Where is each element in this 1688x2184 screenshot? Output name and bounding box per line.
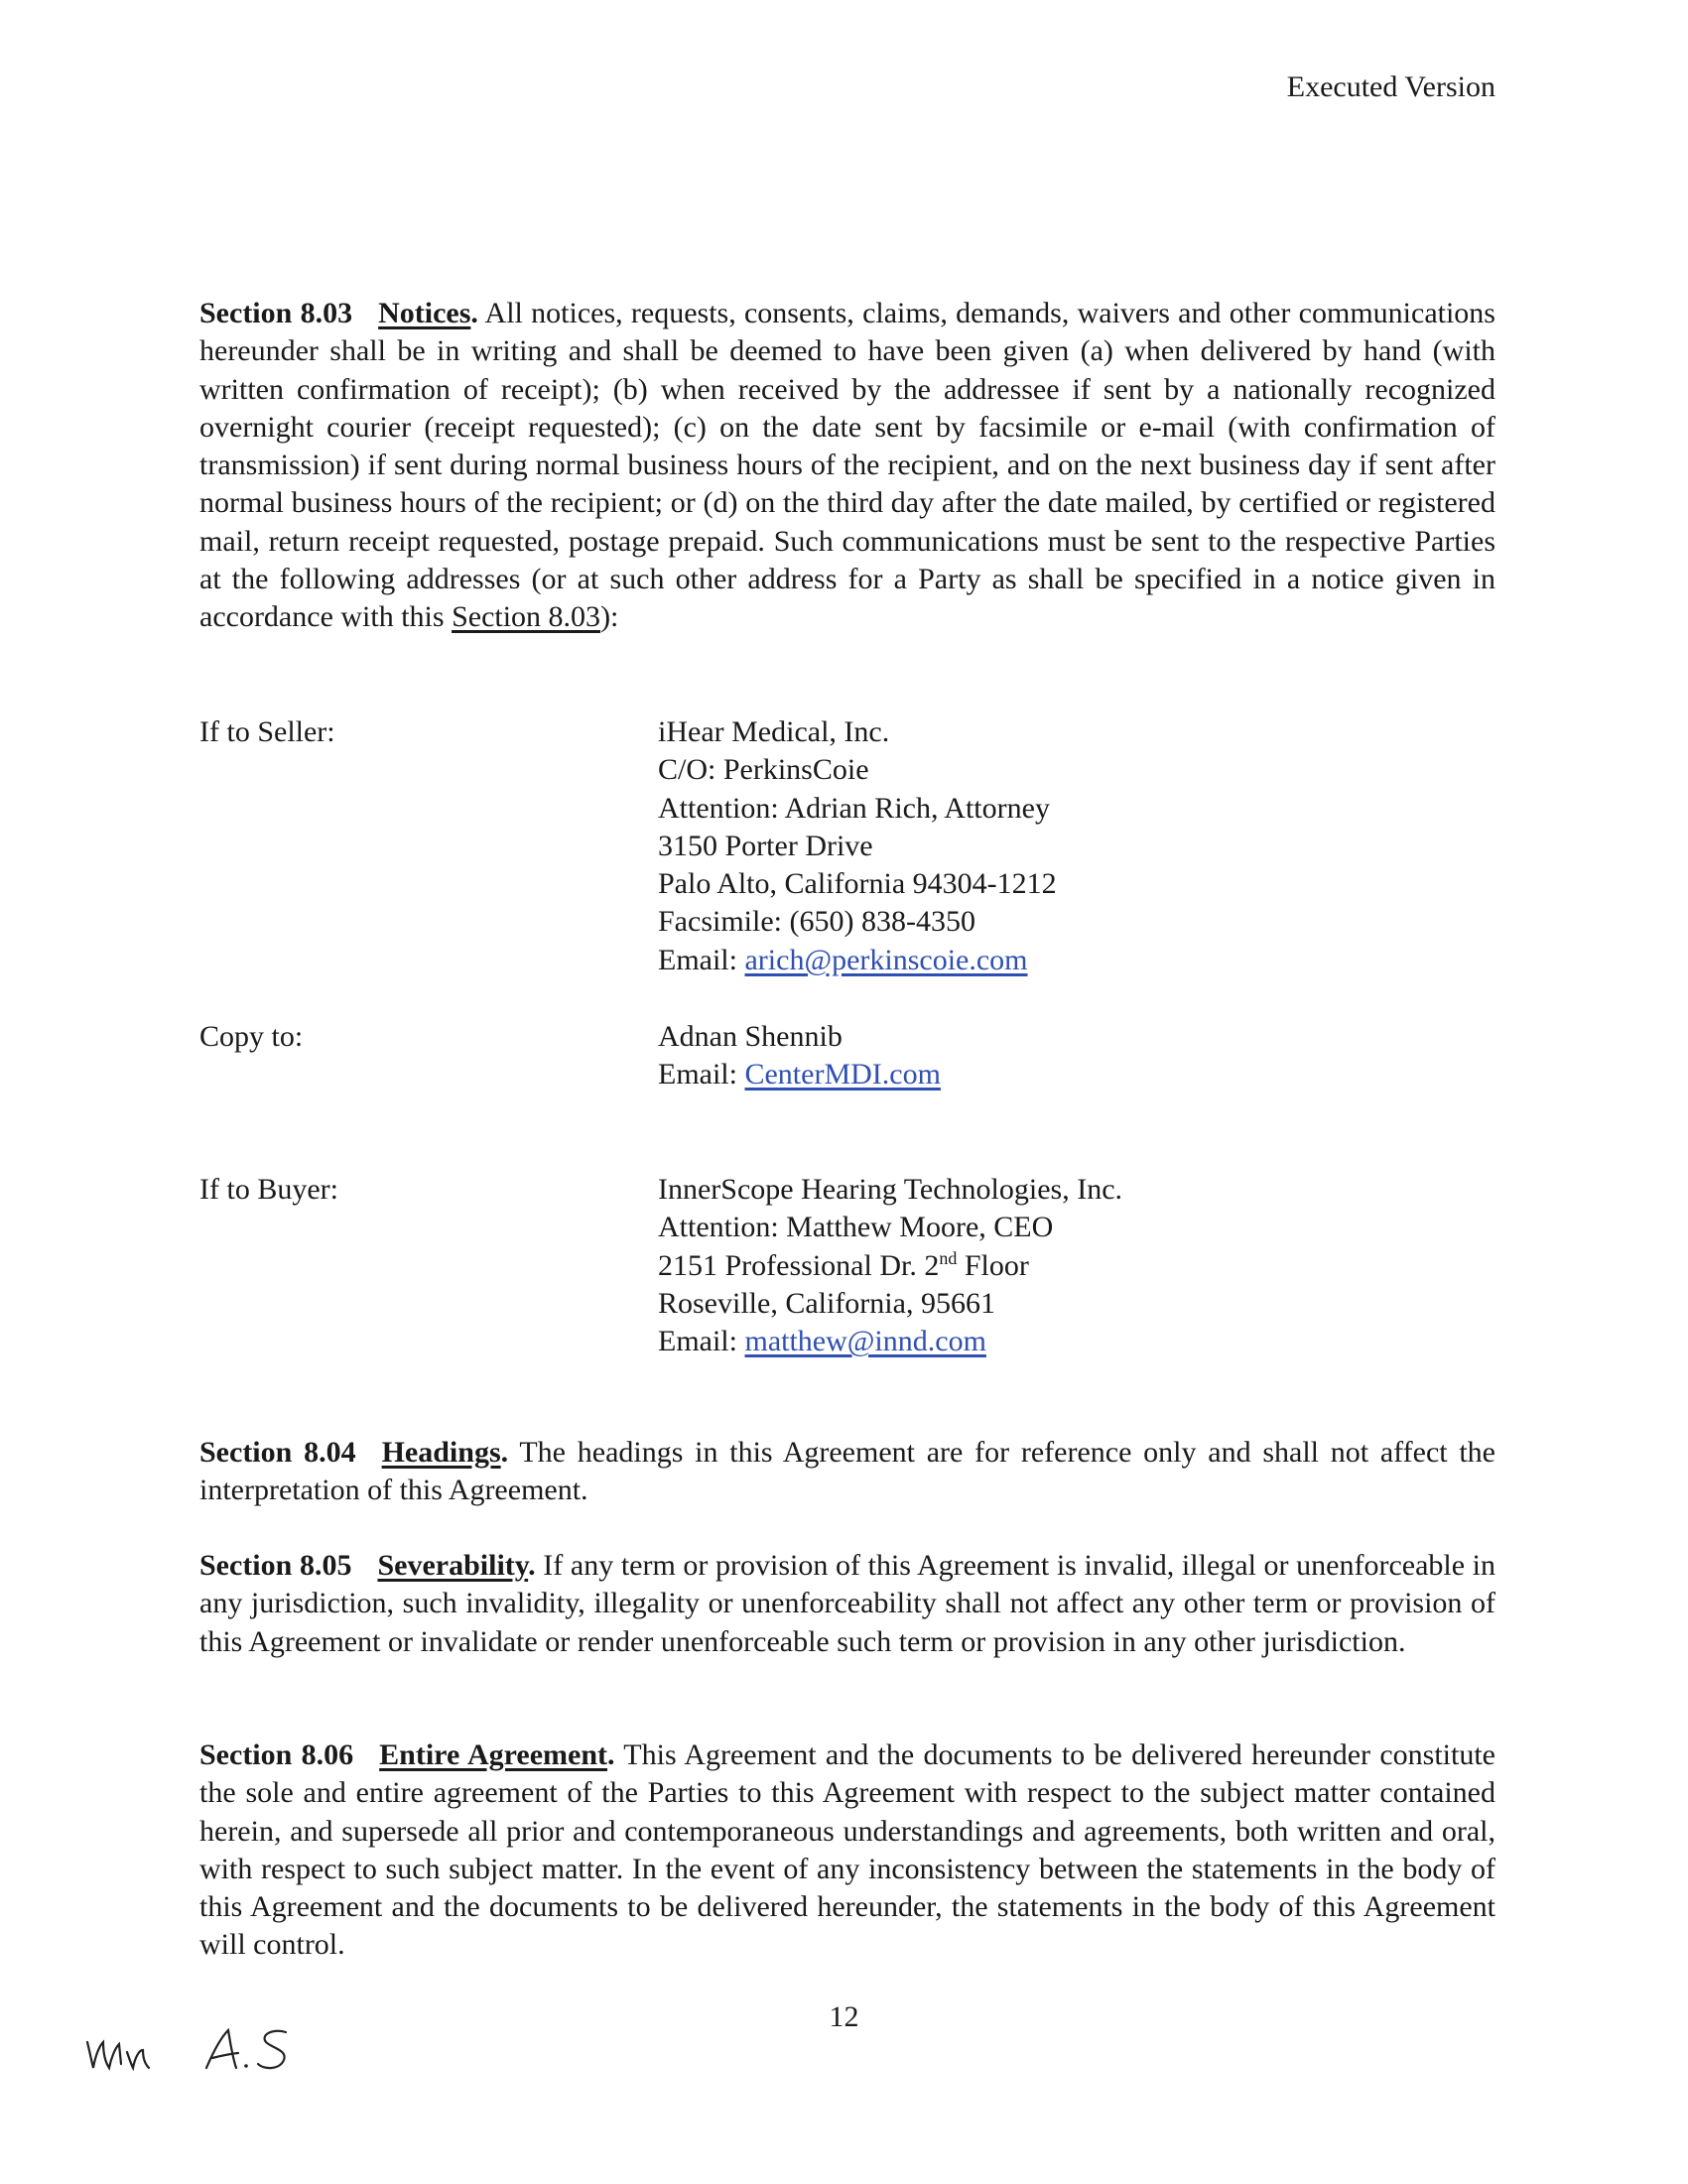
section-8-03: Section 8.03 Notices. All notices, requests, consents, claims, demands, waivers and other communications hereunder shall be in writing and shall be deemed to have been given (a) when delivered by hand (with written confirmation of receipt); (b) when received by the addressee if sent by a nationally recognized overnight courier (receipt requested); (c) on the date sent by facsimile or e-mail (with confirmation of transmission) if sent during normal business hours of the recipient, and on the next business day if sent after normal business hours of the recipient; or (d) on the third day after the date mailed, by certified or registered mail, return receipt requested, postage prepaid. Such communications must be sent to the respective Parties at the following addresses (or at such other address for a Party as shall be specified in a notice given in accordance with this Section 8.03):	[199, 297, 1495, 634]
seller-email-link[interactable]: arich@perkinscoie.com	[744, 943, 1028, 976]
seller-street: 3150 Porter Drive	[658, 829, 873, 862]
section-8-04: Section 8.04 Headings. The headings in this Agreement are for reference only and shall not affect the interpretation of this Agreement.	[199, 1436, 1496, 1507]
section-title: Headings	[381, 1436, 501, 1469]
section-body: If any term or provision of this Agreement is invalid, illegal or unenforceable in any jurisdiction, such invalidity, illegality or unenforceability shall not affect any other term or provision of this Agreement or invalidate or render unenforceable such term or provision in any other jurisdiction.	[199, 1549, 1496, 1658]
seller-fax: Facsimile: (650) 838-4350	[658, 905, 975, 939]
seller-address	[658, 713, 1057, 979]
buyer-notice-block	[199, 1171, 1495, 1364]
section-title: Severability	[377, 1549, 529, 1582]
section-number: Section 8.03	[199, 297, 353, 329]
copy-address	[658, 1018, 941, 1094]
section-8-06: Section 8.06 Entire Agreement. This Agreement and the documents to be delivered hereunder constitute the sole and entire agreement of the Parties to this Agreement with respect to the subject matter contained herein, and supersede all prior and contemporaneous understandings and agreements, both written and oral, with respect to such subject matter. In the event of any inconsistency between the statements in the body of this Agreement and the documents to be delivered hereunder, the statements in the body of this Agreement will control.	[199, 1738, 1495, 1962]
copy-name: Adnan Shennib	[658, 1020, 843, 1053]
section-number: Section 8.04	[199, 1436, 356, 1469]
buyer-email-line	[658, 1323, 1122, 1360]
seller-attention: Attention: Adrian Rich, Attorney	[658, 791, 1050, 825]
section-body: This Agreement and the documents to be delivered hereunder constitute the sole and entire agreement of the Parties to this Agreement with respect to the subject matter contained herein, and supersede all prior and contemporaneous understandings and agreements, both written and oral, with respect to such subject matter. In the event of any inconsistency between the statements in the body of this Agreement and the documents to be delivered hereunder, the statements in the body of this Agreement will control.	[199, 1738, 1495, 1962]
copy-email-label: Email:	[658, 1058, 737, 1092]
section-number: Section 8.05	[199, 1549, 352, 1582]
buyer-email-link[interactable]: matthew@innd.com	[744, 1325, 986, 1358]
section-8-05: Section 8.05 Severability. If any term or provision of this Agreement is invalid, illegal or unenforceable in any jurisdiction, such invalidity, illegality or unenforceability shall not affect any other term or provision of this Agreement or invalidate or render unenforceable such term or provision in any other jurisdiction.	[199, 1549, 1496, 1658]
seller-care-of: C/O: PerkinsCoie	[658, 753, 869, 787]
buyer-address	[658, 1171, 1122, 1360]
buyer-label: If to Buyer:	[199, 1173, 338, 1206]
section-cross-reference: Section 8.03	[452, 600, 601, 634]
section-title: Notices	[378, 297, 471, 329]
seller-company: iHear Medical, Inc.	[658, 715, 890, 748]
seller-label: If to Seller:	[199, 715, 335, 748]
section-number: Section 8.06	[199, 1738, 354, 1771]
seller-email-line	[658, 942, 1057, 979]
page-number: 12	[829, 2000, 859, 2033]
seller-city: Palo Alto, California 94304-1212	[658, 867, 1057, 901]
section-body: The headings in this Agreement are for reference only and shall not affect the interpretation of this Agreement.	[199, 1436, 1496, 1507]
section-title: Entire Agreement	[379, 1738, 607, 1771]
section-body-end: ):	[600, 600, 619, 634]
buyer-street: 2151 Professional Dr. 2nd Floor	[658, 1247, 1029, 1282]
buyer-city: Roseville, California, 95661	[658, 1286, 995, 1320]
buyer-attention: Attention: Matthew Moore, CEO	[658, 1211, 1054, 1244]
seller-email-label: Email:	[658, 943, 737, 976]
document-version-label: Executed Version	[1286, 70, 1495, 103]
copy-email-link[interactable]: CenterMDI.com	[744, 1058, 941, 1092]
seller-notice-block	[199, 713, 1495, 976]
buyer-company: InnerScope Hearing Technologies, Inc.	[658, 1173, 1123, 1206]
section-body: All notices, requests, consents, claims, demands, waivers and other communications hereunder shall be in writing and shall be deemed to have been given (a) when delivered by hand (with written confirmation of receipt); (b) when received by the addressee if sent by a nationally recognized overnight courier (receipt requested); (c) on the date sent by facsimile or e-mail (with confirmation of transmission) if sent during normal business hours of the recipient, and on the next business day if sent after normal business hours of the recipient; or (d) on the third day after the date mailed, by certified or registered mail, return receipt requested, postage prepaid. Such communications must be sent to the respective Parties at the following addresses (or at such other address for a Party as shall be specified in a notice given in accordance with this	[199, 297, 1495, 634]
handwritten-initials	[79, 2020, 318, 2080]
copy-notice-block	[199, 1018, 1495, 1097]
buyer-email-label: Email:	[658, 1325, 737, 1358]
copy-email-line	[658, 1056, 941, 1093]
copy-label: Copy to:	[199, 1020, 304, 1053]
